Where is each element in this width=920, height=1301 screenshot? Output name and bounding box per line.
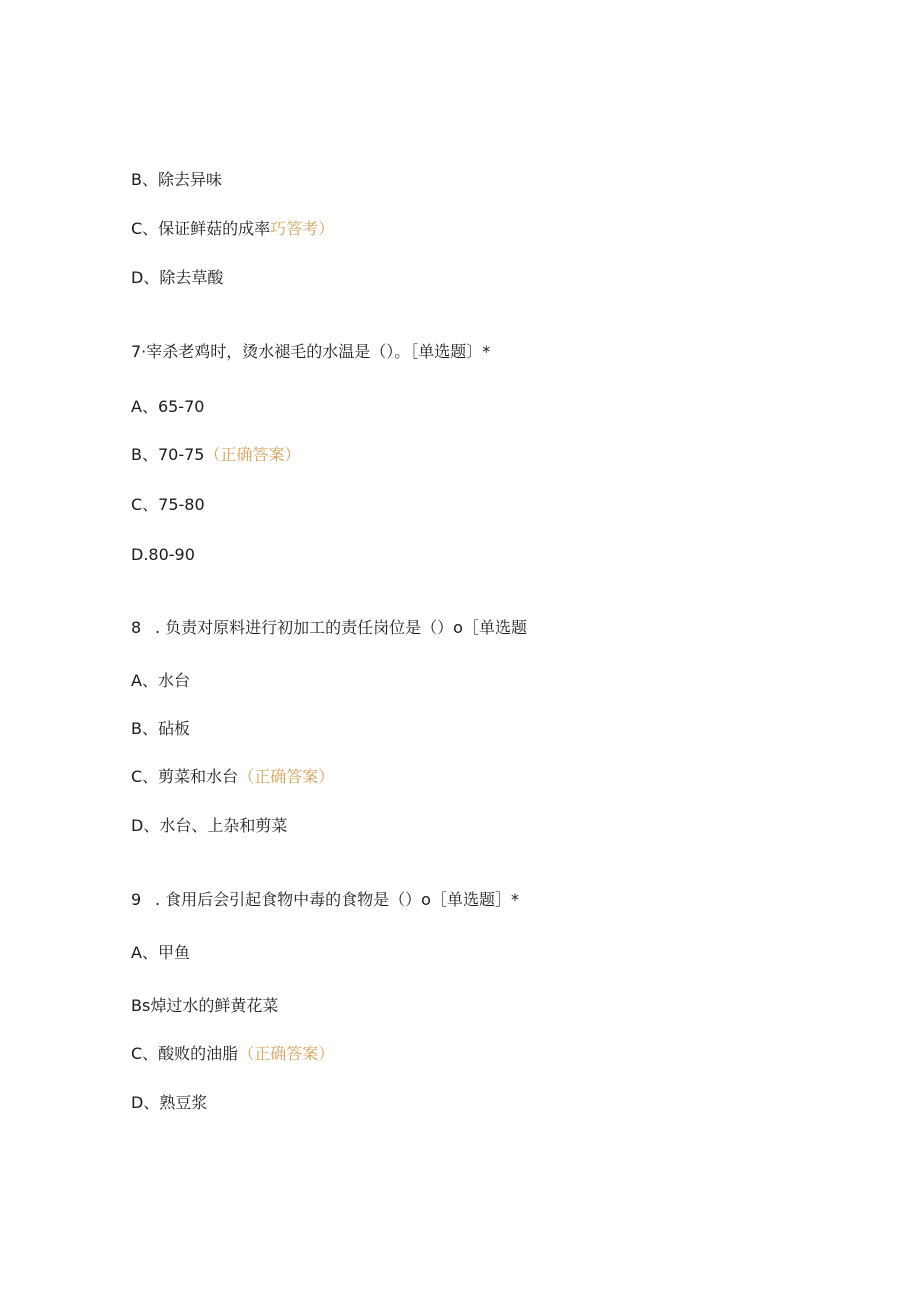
correct-answer-mark: （正确答案）	[204, 445, 301, 464]
option-text: B、70-75	[131, 445, 205, 464]
option-text: A、65-70	[131, 397, 205, 416]
option-text: A、甲鱼	[131, 943, 190, 962]
option-text: Bs焯过水的鲜黄花菜	[131, 996, 279, 1015]
q6-option-d[interactable]	[131, 267, 223, 289]
question-number: 8	[131, 618, 142, 637]
q8-option-c[interactable]	[131, 766, 334, 788]
option-text: C、保证鲜菇的成率	[131, 219, 271, 238]
question-number: 9	[131, 890, 142, 909]
q8-stem	[131, 617, 527, 639]
q6-option-b[interactable]	[131, 169, 222, 191]
option-text: A、水台	[131, 671, 190, 690]
option-text: B、除去异味	[131, 170, 222, 189]
q7-option-d[interactable]	[131, 544, 195, 566]
q8-option-b[interactable]	[131, 718, 190, 740]
option-text: D、水台、上杂和剪菜	[131, 816, 288, 835]
q9-option-d[interactable]	[131, 1092, 207, 1114]
q9-stem	[131, 889, 519, 911]
q7-option-a[interactable]	[131, 396, 204, 418]
option-text: D、除去草酸	[131, 268, 224, 287]
q9-option-c[interactable]	[131, 1043, 334, 1065]
correct-answer-mark: （正确答案）	[238, 767, 335, 786]
q8-option-d[interactable]	[131, 815, 287, 837]
q7-option-c[interactable]	[131, 494, 205, 516]
option-text: D.80-90	[131, 545, 195, 564]
option-text: D、熟豆浆	[131, 1093, 208, 1112]
option-text: B、砧板	[131, 719, 190, 738]
q8-option-a[interactable]	[131, 670, 190, 692]
option-text: C、75-80	[131, 495, 205, 514]
q7-option-b[interactable]	[131, 444, 301, 466]
q9-option-a[interactable]	[131, 942, 190, 964]
question-text: . 食用后会引起食物中毒的食物是（）o［单选题］*	[155, 890, 519, 909]
q6-option-c[interactable]	[131, 218, 334, 240]
option-text: C、剪菜和水台	[131, 767, 239, 786]
q9-option-b[interactable]	[131, 995, 278, 1017]
option-text: C、酸败的油脂	[131, 1044, 239, 1063]
question-text: . 负责对原料进行初加工的责任岗位是（）o［单选题	[155, 618, 527, 637]
correct-answer-mark: （正确答案）	[238, 1044, 335, 1063]
correct-answer-mark: 巧答考）	[270, 219, 335, 238]
question-text: 7·宰杀老鸡时，烫水褪毛的水温是（）。［单选题〕*	[131, 342, 491, 361]
q7-stem	[131, 341, 490, 363]
